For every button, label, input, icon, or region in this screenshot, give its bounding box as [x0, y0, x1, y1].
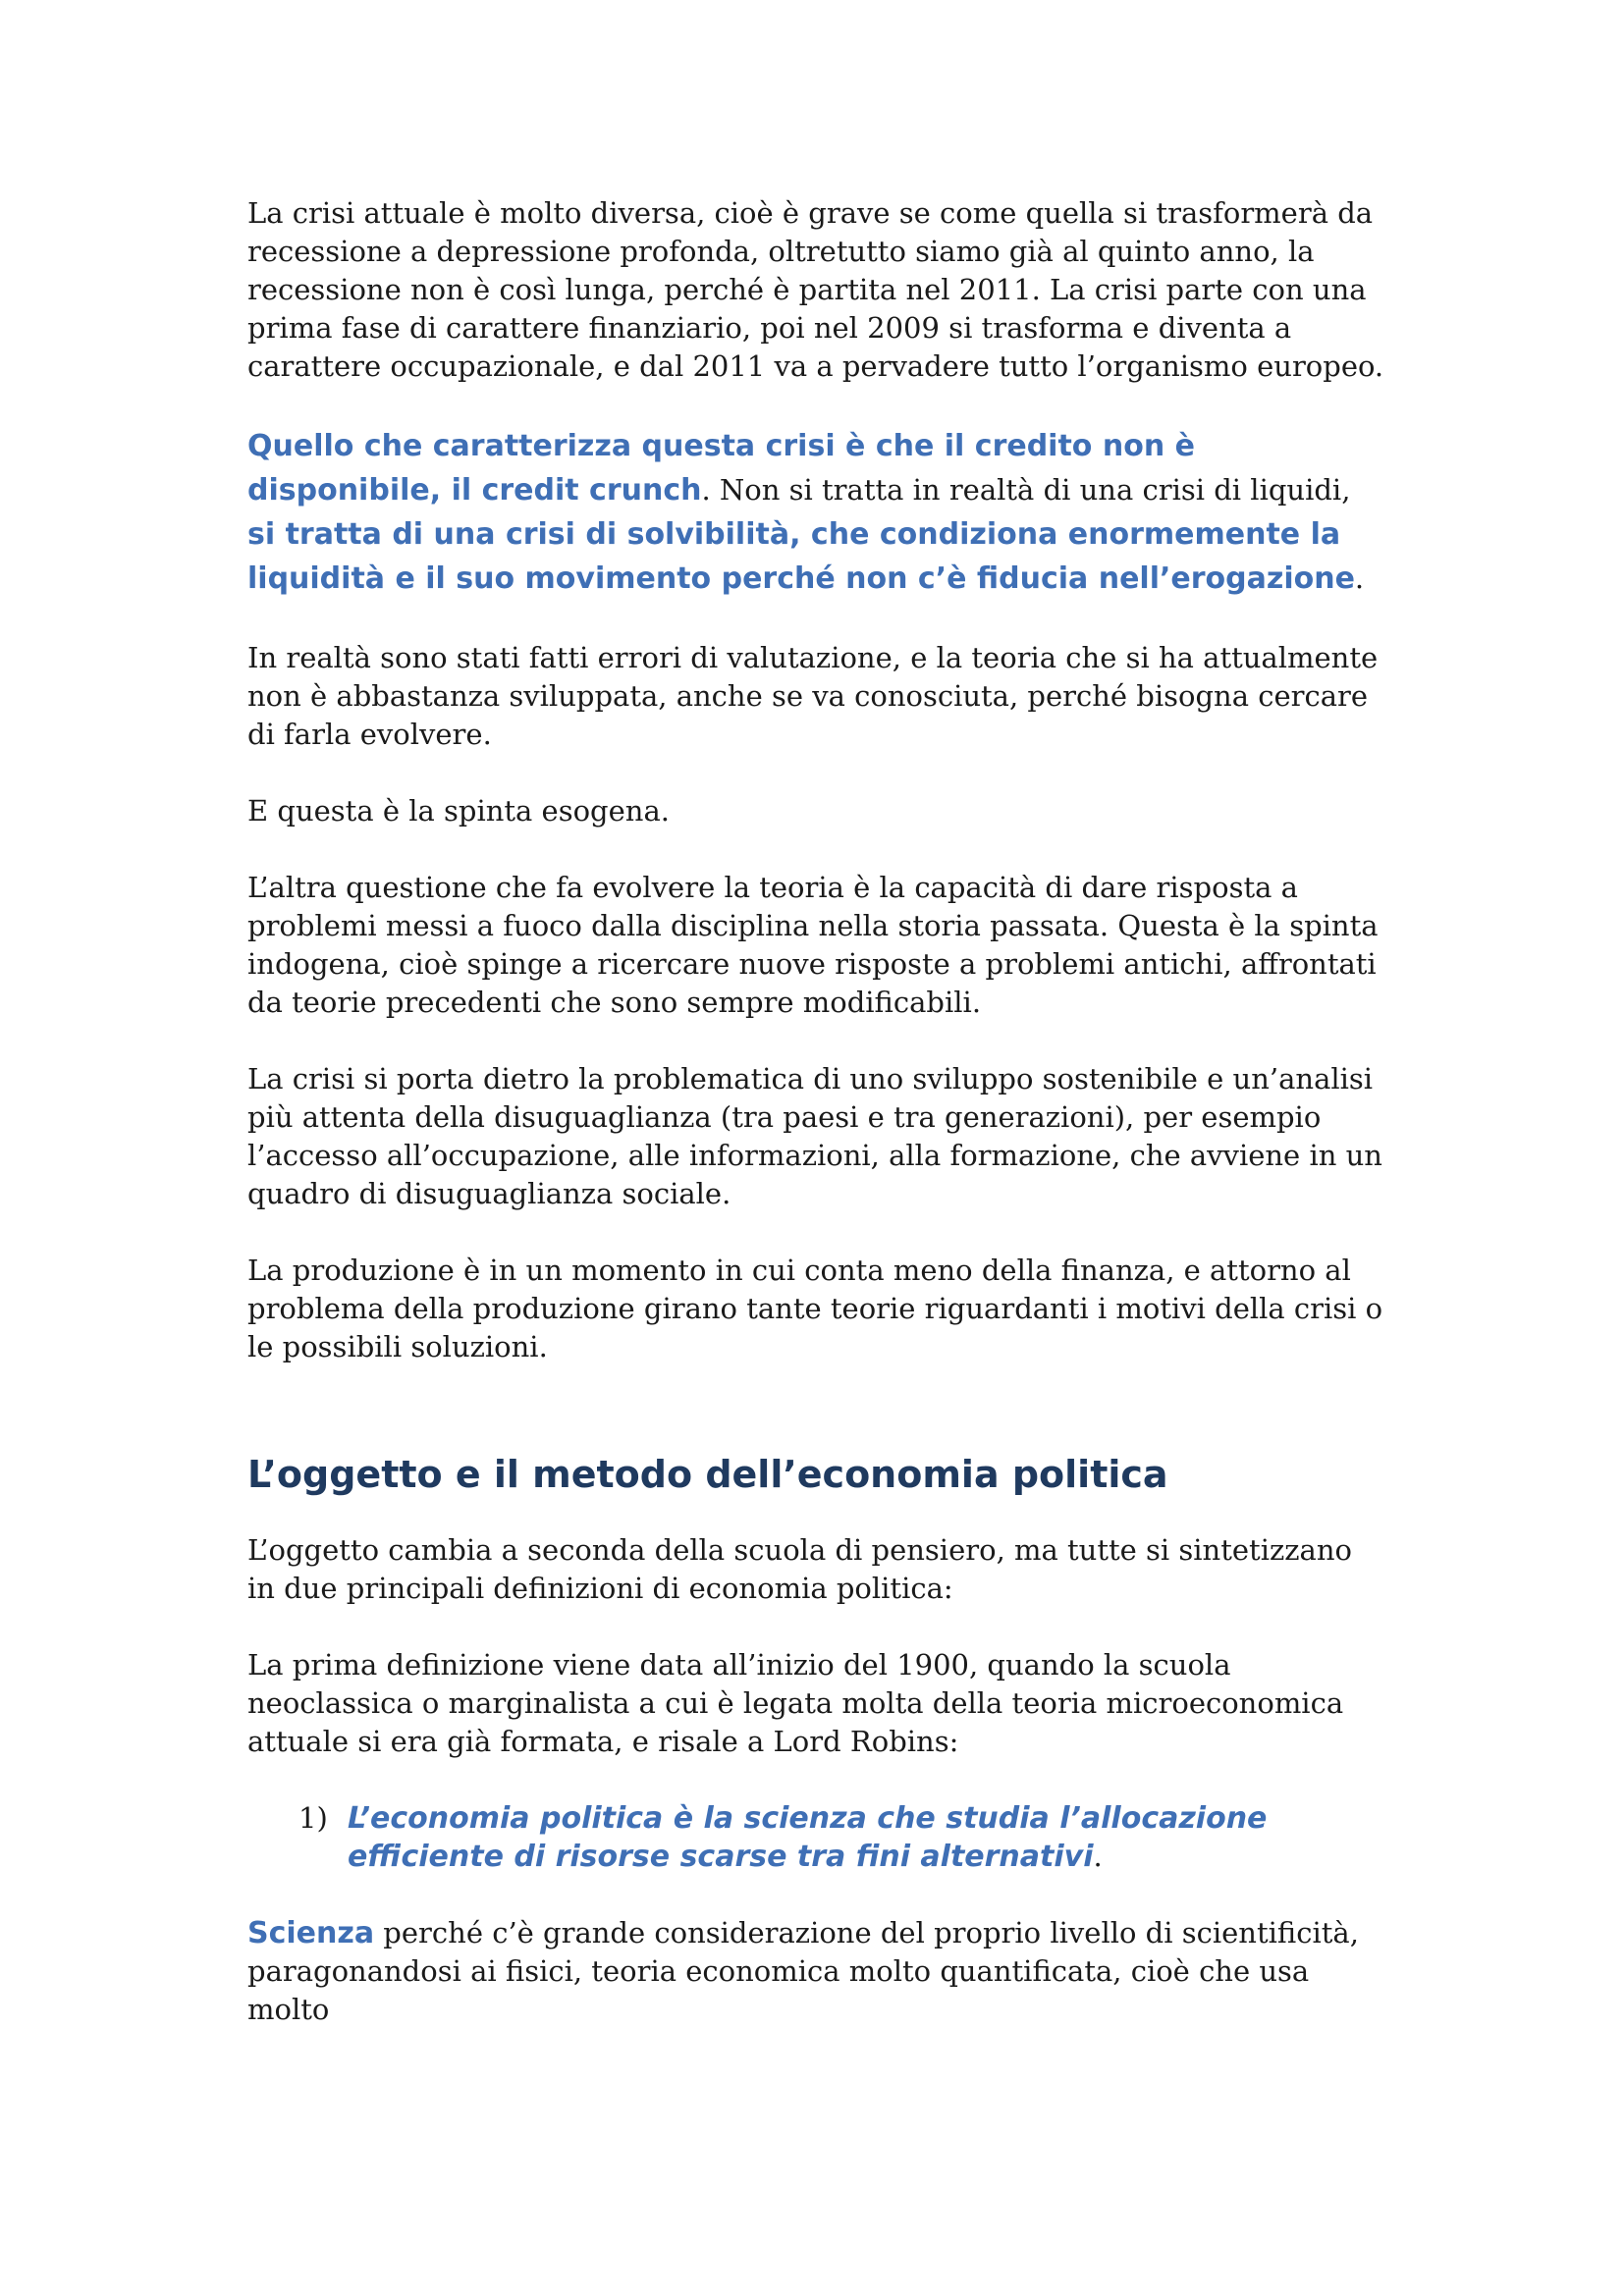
- highlight-credit-crunch: Quello che caratterizza questa crisi è che il credito non è disponibile, il credit crunch: [247, 429, 1195, 507]
- paragraph-crisi-attuale: La crisi attuale è molto diversa, cioè è grave se come quella si trasformerà da recessione a depressione profonda, oltretutto siamo già al quinto anno, la recessione non è così lunga, perché è partita nel 2011. La crisi parte con una prima fase di carattere finanziario, poi nel 2009 si trasforma e diventa a carattere occupazionale, e dal 2011 va a pervadere tutto l’organismo europeo.: [247, 196, 1384, 383]
- paragraph-prima-definizione: La prima definizione viene data all’inizio del 1900, quando la scuola neoclassica o marginalista a cui è legata molta della teoria microeconomica attuale si era già formata, e risale a Lord Robins:: [247, 1648, 1344, 1758]
- paragraph-sviluppo-sostenibile: La crisi si porta dietro la problematica di uno sviluppo sostenibile e un’analisi più attenta della disuguaglianza (tra paesi e tra generazioni), per esempio l’accesso all’occupazione, alle informazioni, alla formazione, che avviene in un quadro di disuguaglianza sociale.: [247, 1062, 1382, 1210]
- text-scienza-rest: perché c’è grande considerazione del proprio livello di scientificità, paragonandosi ai fisici, teoria economica molto quantificata, cioè che usa molto: [247, 1916, 1359, 2026]
- paragraph-scienza: [247, 1914, 1386, 2029]
- list-text: [348, 1799, 1386, 1876]
- paragraph-credit-crunch: [247, 424, 1386, 601]
- definition-text: L’economia politica è la scienza che studia l’allocazione efficiente di risorse scarse tra fini alternativi: [348, 1801, 1268, 1874]
- paragraph-oggetto: L’oggetto cambia a seconda della scuola di pensiero, ma tutte si sintetizzano in due principali definizioni di economia politica:: [247, 1533, 1352, 1605]
- list-item-definition: [247, 1799, 1386, 1876]
- paragraph-errori-valutazione: In realtà sono stati fatti errori di valutazione, e la teoria che si ha attualmente non è abbastanza sviluppata, anche se va conosciuta, perché bisogna cercare di farla evolvere.: [247, 641, 1379, 751]
- paragraph-spinta-esogena: E questa è la spinta esogena.: [247, 794, 670, 828]
- document-page: [247, 194, 1386, 2067]
- section-heading: L’oggetto e il metodo dell’economia politica: [247, 1453, 1168, 1496]
- paragraph-produzione: La produzione è in un momento in cui conta meno della finanza, e attorno al problema della produzione girano tante teorie riguardanti i motivi della crisi o le possibili soluzioni.: [247, 1254, 1383, 1363]
- paragraph-spinta-indogena: L’altra questione che fa evolvere la teoria è la capacità di dare risposta a problemi messi a fuoco dalla disciplina nella storia passata. Questa è la spinta indogena, cioè spinge a ricercare nuove risposte a problemi antichi, affrontati da teorie precedenti che sono sempre modificabili.: [247, 871, 1379, 1019]
- list-number: 1): [298, 1801, 328, 1835]
- text-crisi-liquidi: . Non si tratta in realtà di una crisi di liquidi,: [701, 473, 1351, 507]
- definition-period: .: [1093, 1840, 1103, 1873]
- text-period: .: [1354, 561, 1365, 595]
- highlight-scienza: Scienza: [247, 1916, 375, 1950]
- highlight-solvibilita: si tratta di una crisi di solvibilità, che condiziona enormemente la liquidità e il suo movimento perché non c’è fiducia nell’erogazione: [247, 517, 1355, 596]
